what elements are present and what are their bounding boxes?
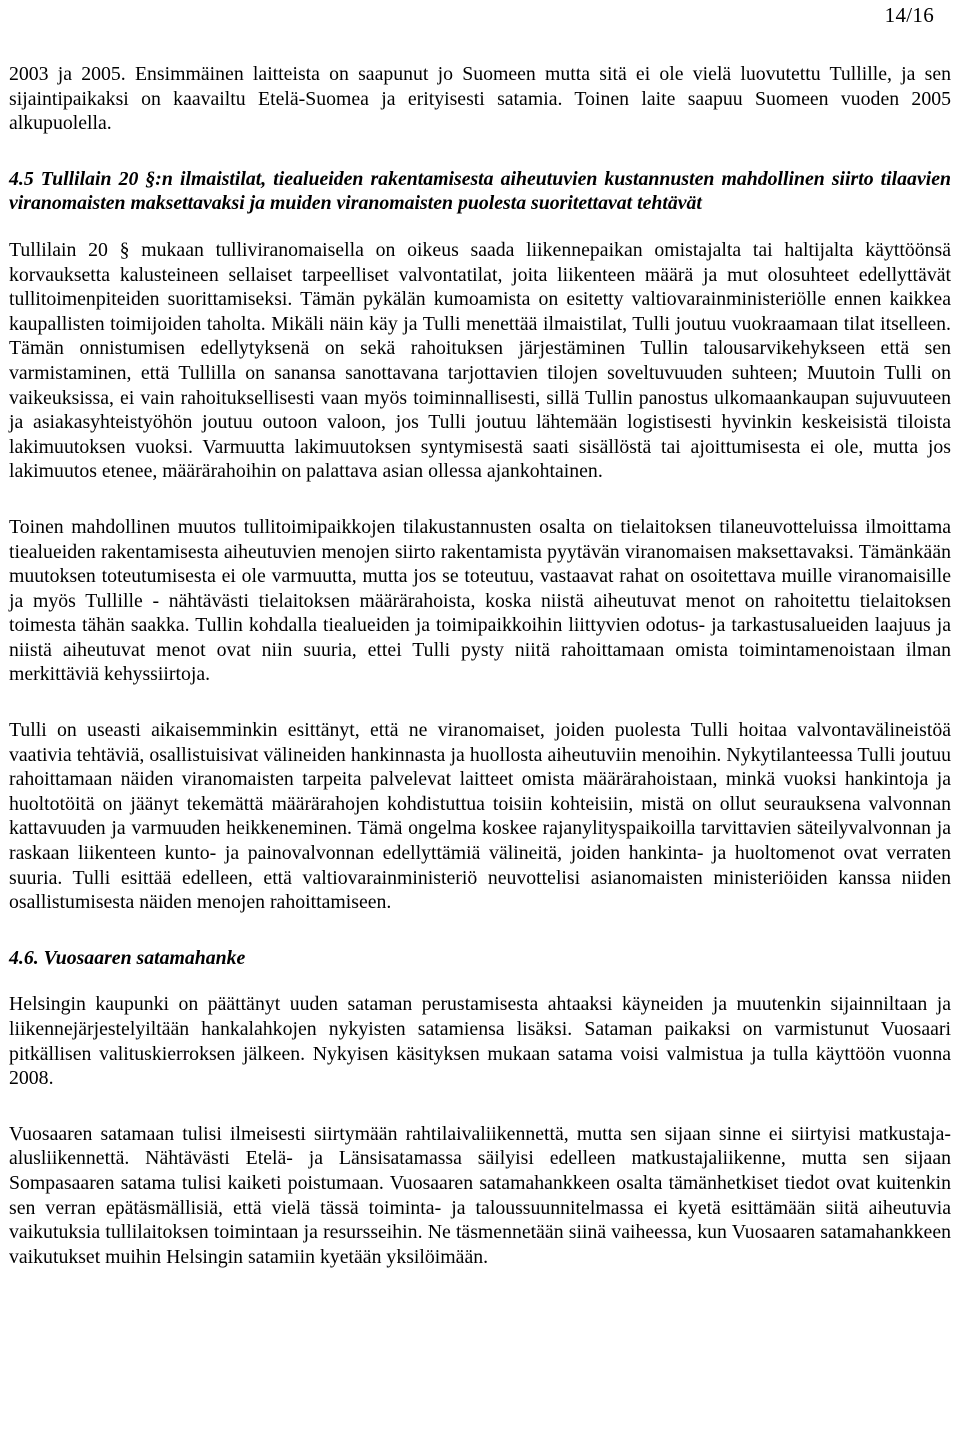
section-heading-4-6: 4.6. Vuosaaren satamahanke	[9, 946, 246, 969]
page-number: 14/16	[884, 3, 934, 27]
paragraph-tiealueet: Toinen mahdollinen muutos tullitoimipaikkojen tilakustannusten osalta on tielaitoksen tilaneuvotteluissa ilmoittama tiealueiden rakentamisesta aiheutuvien menojen siirto rakentamista pyytävän viranomaisen maksettavaksi. Tämänkään muutoksen toteutumisesta ei ole varmuutta, mutta jos se toteutuu, vastaavat rahat on osoitettava muille viranomaisille ja myös Tullille - nähtävästi tielaitoksen määrärahoista, koska niistä aiheutuvat menot on rahoitettu tielaitoksen toimesta tähän saakka. Tullin kohdalla tiealueiden ja toimipaikkoihin liittyvien odotus- ja tarkastusalueiden laajuus ja niistä aiheutuvat menot ovat niin suuria, ettei Tulli pysty niitä rahoittamaan omista toimintamenoistaan ilman merkittäviä kehyssiirtoja.	[9, 515, 951, 686]
section-heading-4-5: 4.5 Tullilain 20 §:n ilmaistilat, tiealueiden rakentamisesta aiheutuvien kustannusten mahdollinen siirto tilaavien viranomaisten maksettavaksi ja muiden viranomaisten puolesta suoritettavat tehtävät	[9, 167, 951, 215]
paragraph-ilmaistilat: Tullilain 20 § mukaan tulliviranomaisella on oikeus saada liikennepaikan omistajalta tai haltijalta käyttöönsä korvauksetta kalusteineen sellaiset tarpeelliset valvontatilat, joita liikenteen määrä ja mut olosuhteet edellyttävät tullitoimenpiteiden suorittamiseksi. Tämän pykälän kumoamista on esitetty valtiovarainministeriölle ennen kaikkea kaupallisten toimijoiden taholta. Mikäli näin käy ja Tulli menettää ilmaistilat, Tulli joutuu vuokraamaan tilat itselleen. Tämän onnistumisen edellytyksenä on sekä rahoituksen järjestäminen Tullin talousarvikehykseen että sen varmistaminen, että Tullilla on sanansa sanottavana tarjottavien tilojen soveltuvuuden suhteen; Muutoin Tulli on vaikeuksissa, ei vain rahoituksellisesti vaan myös toiminnallisesti, sillä Tullin panostus ulkomaankaupan sujuvuuteen ja asiakasyhteistyöhön joutuu outoon valoon, jos Tulli joutuu lähtemään logistisesti hyvinkin keskeisistä tiloista lakimuutoksen vuoksi. Varmuutta lakimuutoksen syntymisestä saati sisällöstä tai ajoittumisesta ei ole, mutta jos lakimuutos etenee, määrärahoihin on palattava asian ollessa ajankohtainen.	[9, 238, 951, 483]
paragraph-continuation: 2003 ja 2005. Ensimmäinen laitteista on saapunut jo Suomeen mutta sitä ei ole vielä luovutettu Tullille, ja sen sijaintipaikaksi on kaavailtu Etelä-Suomea ja erityisesti satamia. Toinen laite saapuu Suomeen vuoden 2005 alkupuolella.	[9, 63, 951, 135]
paragraph-vuosaari-liikenne: Vuosaaren satamaan tulisi ilmeisesti siirtymään rahtilaivaliikennettä, mutta sen sijaan sinne ei siirtyisi matkustaja-alusliikennettä. Nähtävästi Etelä- ja Länsisatamassa säilyisi edelleen matkustajaliikenne, mutta sen sijaan Sompasaaren satama tulisi kaiketi poistumaan. Vuosaaren satamahankkeen osalta tämänhetkiset tiedot ovat kuitenkin sen verran epätäsmällisiä, että vielä tässä toiminta- ja taloussuunnitelmassa ei kyetä esittämään siitä aiheutuvia vaikutuksia tullilaitoksen toimintaan ja resursseihin. Ne täsmennetään siinä vaiheessa, kun Vuosaaren satamahankkeen vaikutukset muihin Helsingin satamiin kyetään yksilöimään.	[9, 1122, 951, 1268]
document-body	[9, 62, 951, 1269]
paragraph-vuosaari-paatos: Helsingin kaupunki on päättänyt uuden sataman perustamisesta ahtaaksi käyneiden ja muutenkin sijainniltaan ja liikennejärjestelyiltään hankalahkojen nykyisten satamiensa lisäksi. Sataman paikaksi on varmistunut Vuosaari pitkällisen valituskierroksen jälkeen. Nykyisen käsityksen mukaan satama voisi valmistua ja tulla käyttöön vuonna 2008.	[9, 993, 951, 1090]
paragraph-valvontavalineet: Tulli on useasti aikaisemminkin esittänyt, että ne viranomaiset, joiden puolesta Tulli hoitaa valvontavälineistöä vaativia tehtäviä, osallistuisivat välineiden hankinnasta ja huollosta aiheutuviin menoihin. Nykytilanteessa Tulli joutuu rahoittamaan näiden viranomaisten tarpeita palvelevat laitteet omista määrärahoistaan, minkä vuoksi hankintoja ja huoltotöitä on jäänyt tekemättä määrärahojen kohdistuttua toisiin kohteisiin, mistä on ollut seurauksena valvonnan kattavuuden ja varmuuden heikkeneminen. Tämä ongelma koskee rajanylityspaikoilla tarvittavien säteilyvalvonnan ja raskaan liikenteen kunto- ja painovalvonnan edellyttämiä välineitä, joiden hankinta- ja huoltomenot ovat verraten suuria. Tulli esittää edelleen, että valtiovarainministeriö neuvottelisi asianomaisten ministeriöiden kanssa niiden osallistumisesta näiden menojen rahoittamiseen.	[9, 719, 951, 914]
